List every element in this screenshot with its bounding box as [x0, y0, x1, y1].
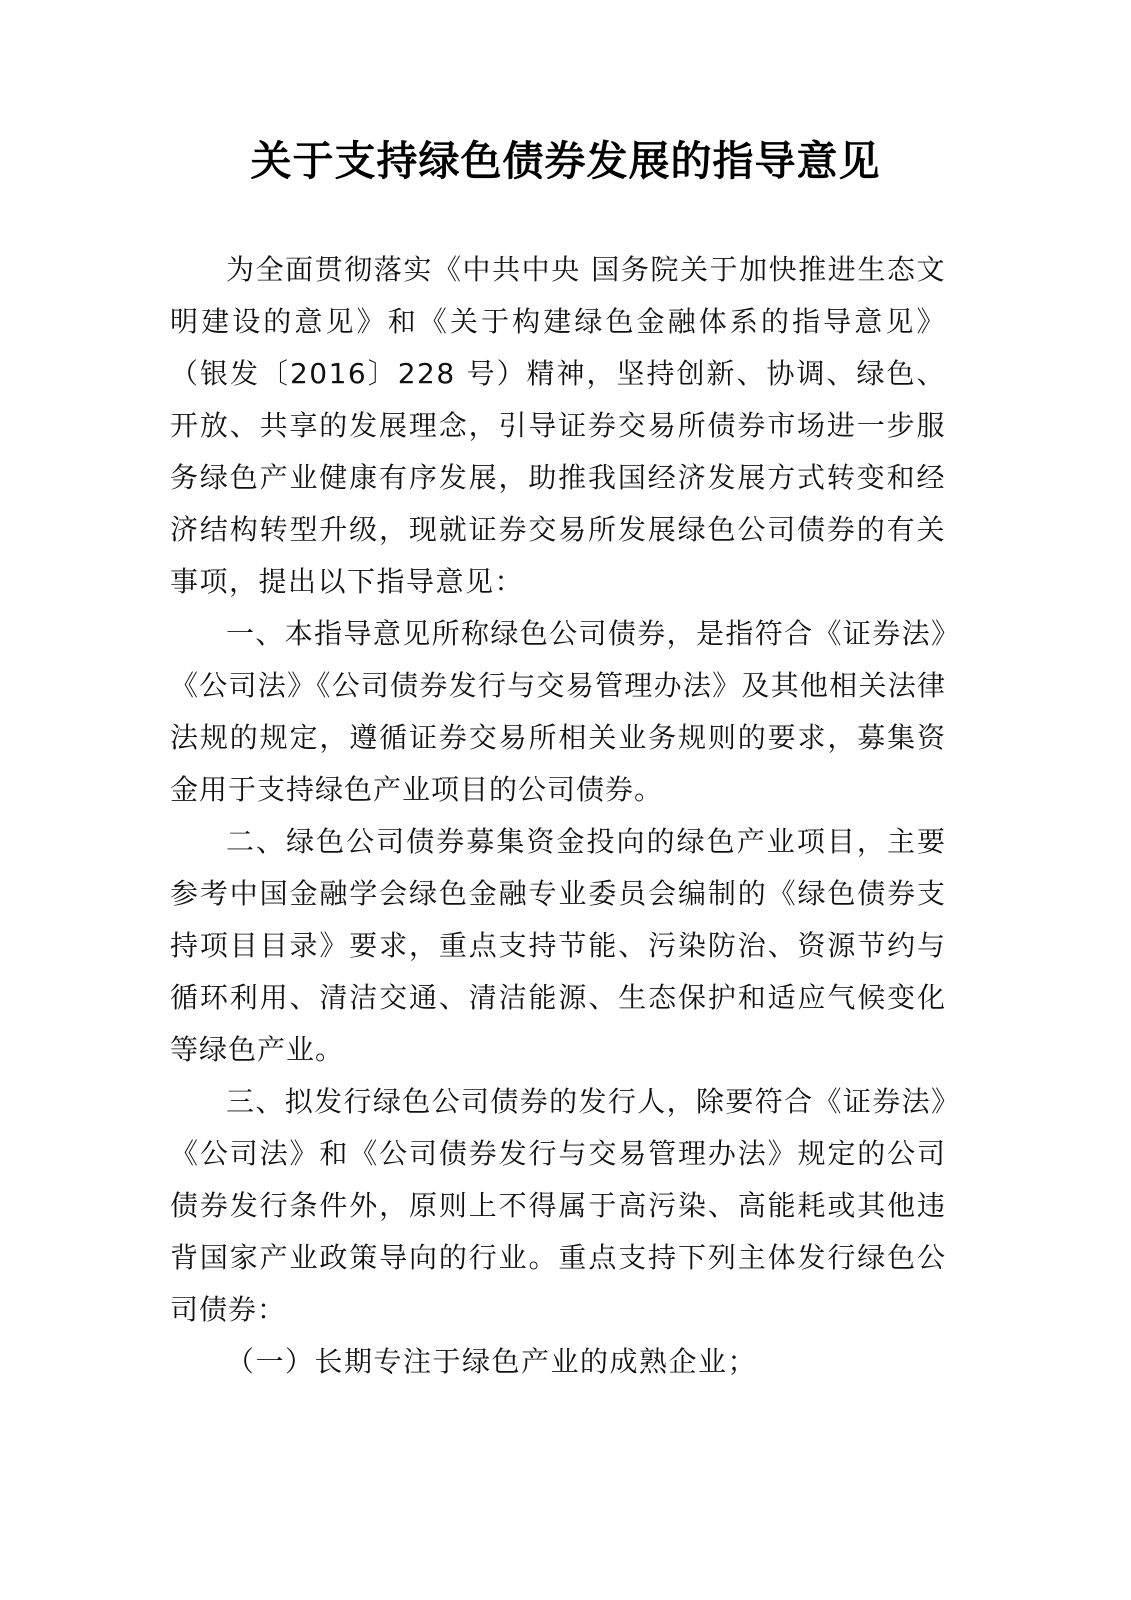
- paragraph-article-3: 三、拟发行绿色公司债券的发行人，除要符合《证券法》《公司法》和《公司债券发行与交易管理办法》规定的公司债券发行条件外，原则上不得属于高污染、高能耗或其他违背国家产业政策导向的行业。重点支持下列主体发行绿色公司债券：: [170, 1085, 946, 1326]
- document-body: [170, 244, 946, 1388]
- paragraph-article-2: 二、绿色公司债券募集资金投向的绿色产业项目，主要参考中国金融学会绿色金融专业委员会编制的《绿色债券支持项目目录》要求，重点支持节能、污染防治、资源节约与循环利用、清洁交通、清洁能源、生态保护和适应气候变化等绿色产业。: [170, 825, 946, 1066]
- paragraph-item-1: （一）长期专注于绿色产业的成熟企业；: [226, 1345, 758, 1378]
- paragraph-article-1: 一、本指导意见所称绿色公司债券，是指符合《证券法》《公司法》《公司债券发行与交易管理办法》及其他相关法律法规的规定，遵循证券交易所相关业务规则的要求，募集资金用于支持绿色产业项目的公司债券。: [170, 617, 946, 806]
- paragraph-preamble: 为全面贯彻落实《中共中央 国务院关于加快推进生态文明建设的意见》和《关于构建绿色金融体系的指导意见》（银发〔2016〕228 号）精神，坚持创新、协调、绿色、开放、共享的发展理念，引导证券交易所债券市场进一步服务绿色产业健康有序发展，助推我国经济发展方式转变和经济结构转型升级，现就证券交易所发展绿色公司债券的有关事项，提出以下指导意见：: [170, 253, 946, 598]
- document-title: 关于支持绿色债券发展的指导意见: [250, 137, 881, 185]
